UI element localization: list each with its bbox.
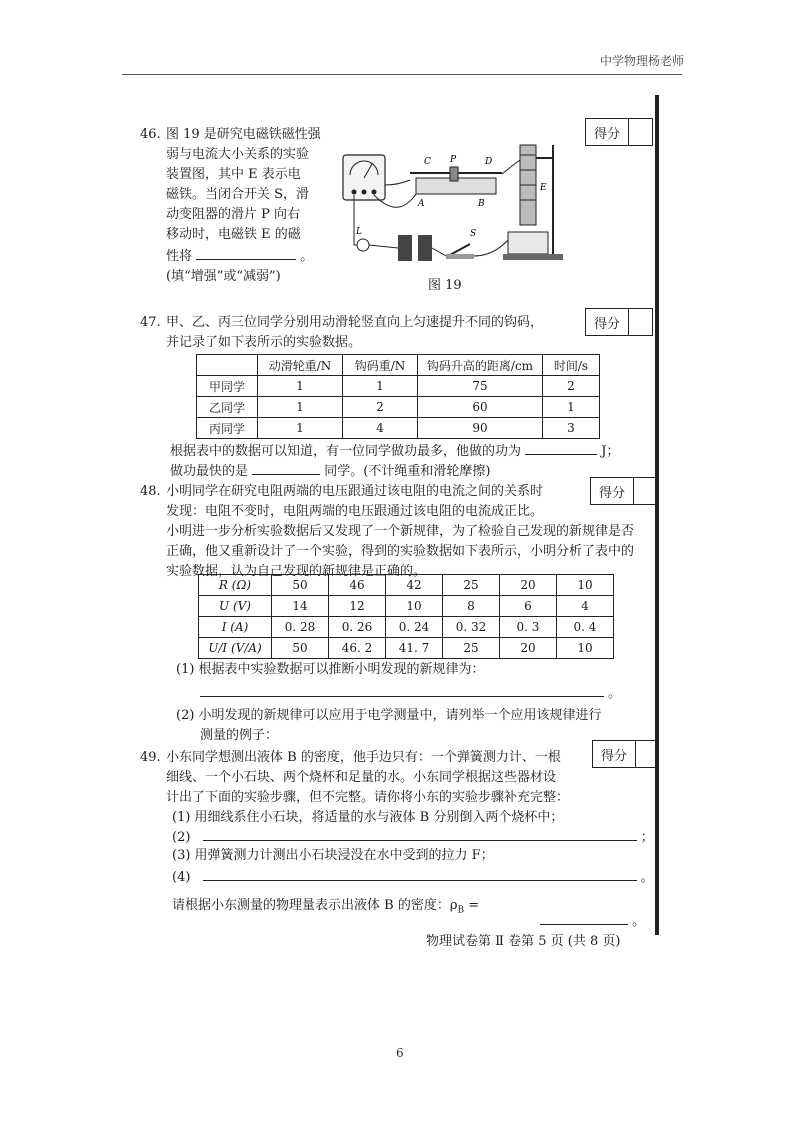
q46-line: 动变阻器的滑片 P 向右	[166, 207, 301, 222]
header-title: 中学物理杨老师	[600, 54, 685, 68]
table-cell: 14	[272, 596, 329, 617]
switch-lever	[450, 244, 470, 255]
table-cell: 12	[329, 596, 386, 617]
q49-step4-label: (4)	[172, 870, 191, 885]
table-cell: 41. 7	[386, 638, 443, 659]
table-cell: 25	[443, 575, 500, 596]
ammeter-terminal	[362, 190, 367, 195]
table-header: 动滑轮重/N	[258, 355, 343, 376]
battery	[398, 235, 412, 261]
q47-after2-prefix: 做功最快的是	[170, 464, 249, 479]
q48-table	[198, 574, 614, 659]
table-cell: 46	[329, 575, 386, 596]
table-header: 时间/s	[543, 355, 600, 376]
label-s: S	[470, 229, 477, 239]
table-cell: 46. 2	[329, 638, 386, 659]
q47-work-blank[interactable]	[525, 440, 597, 455]
q47-number: 47.	[140, 315, 161, 330]
table-row	[197, 397, 600, 418]
q47-question-1	[170, 440, 620, 462]
table-cell: 10	[386, 596, 443, 617]
q49-step4-end: 。	[640, 870, 654, 885]
table-cell: 1	[343, 376, 418, 397]
q48-sub2-line1: (2) 小明发现的新规律可以应用于电学测量中，请列举一个应用该规律进行	[176, 708, 602, 723]
table-cell: 1	[258, 397, 343, 418]
table-cell: U (V)	[199, 596, 272, 617]
q48-number: 48.	[140, 484, 161, 499]
q46-text	[166, 125, 321, 287]
q48-line: 小明同学在研究电阻两端的电压跟通过该电阻的电流之间的关系时	[166, 484, 544, 499]
q46-line: 磁铁。当闭合开关 S，滑	[166, 187, 310, 202]
table-cell: 10	[557, 638, 614, 659]
q48-line: 正确，他又重新设计了一个实验，得到的实验数据如下表所示，小明分析了表中的	[166, 544, 635, 559]
q47-question-2	[170, 460, 490, 482]
table-cell: 75	[418, 376, 543, 397]
table-cell: 2	[343, 397, 418, 418]
figure-19-apparatus	[338, 140, 568, 275]
q47-score-box	[585, 308, 653, 336]
q48-sub1-answer	[200, 682, 621, 704]
table-cell: 8	[443, 596, 500, 617]
q48-end-mark: 。	[608, 686, 622, 701]
q49-final-text: 请根据小东测量的物理量表示出液体 B 的密度：ρ	[172, 898, 458, 913]
q48-rule-blank[interactable]	[200, 682, 604, 697]
table-cell: 0. 26	[329, 617, 386, 638]
score-label: 得分	[586, 309, 629, 335]
q48-line: 发现：电阻不变时，电阻两端的电压跟通过该电阻的电流成正比。	[166, 504, 544, 519]
table-cell: 50	[272, 638, 329, 659]
table-row	[199, 617, 614, 638]
table-row	[197, 418, 600, 439]
scan-edge-bar	[655, 95, 659, 935]
score-label: 得分	[591, 478, 634, 504]
table-cell: 乙同学	[197, 397, 258, 418]
q47-line1: 甲、乙、丙三位同学分别用动滑轮竖直向上匀速提升不同的钩码，	[166, 315, 544, 330]
exam-footer: 物理试卷第 Ⅱ 卷第 5 页 (共 8 页)	[426, 934, 621, 949]
q47-after1-suffix: J；	[601, 444, 620, 459]
table-cell: 20	[500, 575, 557, 596]
q48-score-box	[590, 477, 656, 505]
table-header: 钩码重/N	[343, 355, 418, 376]
q49-line: 小东同学想测出液体 B 的密度，他手边只有：一个弹簧测力计、一根	[166, 750, 561, 765]
table-cell: 0. 28	[272, 617, 329, 638]
label-a: A	[418, 199, 425, 209]
q49-step2	[172, 826, 654, 848]
table-cell: 3	[543, 418, 600, 439]
q47-line2: 并记录了如下表所示的实验数据。	[166, 335, 362, 350]
table-cell: 丙同学	[197, 418, 258, 439]
q47-after1-prefix: 根据表中的数据可以知道，有一位同学做功最多，他做的功为	[170, 444, 522, 459]
ammeter-terminal	[352, 190, 357, 195]
table-cell: 50	[272, 575, 329, 596]
table-cell: U/I (V/A)	[199, 638, 272, 659]
table-cell: 4	[343, 418, 418, 439]
q49-line: 计出了下面的实验步骤，但不完整。请你将小东的实验步骤补充完整：	[166, 790, 570, 805]
q46-answer-line	[166, 245, 321, 267]
header-divider	[122, 74, 682, 75]
q46-line: 图 19 是研究电磁铁磁性强	[166, 127, 321, 142]
table-cell: 4	[557, 596, 614, 617]
table-row	[199, 638, 614, 659]
q49-line: (1) 用细线系住小石块，将适量的水与液体 B 分别倒入两个烧杯中；	[172, 810, 564, 825]
label-b: B	[478, 199, 485, 209]
q49-number: 49.	[140, 750, 161, 765]
q48-sub2-line2: 测量的例子：	[200, 728, 279, 743]
q49-step2-end: ；	[640, 830, 654, 845]
q47-after2-suffix: 同学。(不计绳重和滑轮摩擦)	[324, 464, 491, 479]
label-l: L	[356, 227, 362, 237]
stand-base	[503, 254, 563, 260]
q48-line: 实验数据，认为自己发现的新规律是正确的。	[166, 564, 427, 579]
label-d: D	[485, 157, 493, 167]
q49-final-answer	[540, 910, 645, 932]
q47-fastest-blank[interactable]	[252, 460, 320, 475]
table-row	[199, 575, 614, 596]
q46-line: 装置图，其中 E 表示电	[166, 167, 301, 182]
table-cell: 1	[543, 397, 600, 418]
table-cell: 25	[443, 638, 500, 659]
q46-line: 弱与电流大小关系的实验	[166, 147, 310, 162]
table-cell: 90	[418, 418, 543, 439]
table-cell: 0. 4	[557, 617, 614, 638]
q49-step2-label: (2)	[172, 830, 191, 845]
page-number: 6	[396, 1046, 404, 1060]
table-cell: 1	[258, 418, 343, 439]
q48-line: 小明进一步分析实验数据后又发现了一个新规律，为了检验自己发现的新规律是否	[166, 524, 635, 539]
q46-line: 移动时，电磁铁 E 的磁	[166, 227, 301, 242]
score-blank[interactable]	[634, 478, 655, 504]
q49-final	[172, 896, 479, 921]
table-cell: 6	[500, 596, 557, 617]
q49-line: 细线、一个小石块、两个烧杯和足量的水。小东同学根据这些器材设	[166, 770, 557, 785]
label-c: C	[424, 157, 431, 167]
pin-box	[508, 232, 548, 254]
q49-final-end: 。	[632, 914, 646, 929]
score-label: 得分	[586, 119, 629, 145]
q46-number: 46.	[140, 127, 161, 142]
q46-line7-suffix: 。	[300, 249, 314, 264]
q46-hint: (填“增强”或“减弱”)	[166, 269, 281, 284]
q49-density-blank[interactable]	[540, 910, 628, 925]
q48-sub1: (1) 根据表中实验数据可以推断小明发现的新规律为：	[176, 662, 485, 677]
table-cell: I (A)	[199, 617, 272, 638]
table-cell: 甲同学	[197, 376, 258, 397]
q49-step3: (3) 用弹簧测力计测出小石块浸没在水中受到的拉力 F；	[172, 848, 494, 863]
q49-step4	[172, 866, 654, 888]
battery	[418, 235, 432, 261]
table-cell: 42	[386, 575, 443, 596]
table-cell: 0. 3	[500, 617, 557, 638]
ammeter-terminal	[372, 190, 377, 195]
table-cell: 1	[258, 376, 343, 397]
q46-answer-blank[interactable]	[196, 245, 296, 260]
figure-19-caption: 图 19	[428, 278, 462, 293]
table-cell: 2	[543, 376, 600, 397]
label-e: E	[540, 183, 547, 193]
table-row	[197, 376, 600, 397]
table-cell: 0. 32	[443, 617, 500, 638]
q49-score-box	[592, 740, 658, 768]
score-blank[interactable]	[636, 741, 657, 767]
q49-final-eq: =	[468, 898, 480, 913]
table-cell: 10	[557, 575, 614, 596]
q49-step2-blank[interactable]	[203, 826, 637, 841]
table-cell: R (Ω)	[199, 575, 272, 596]
switch-base	[446, 254, 474, 259]
table-cell: 20	[500, 638, 557, 659]
rheostat-slider	[450, 167, 458, 181]
label-p: P	[450, 155, 457, 165]
table-header: 钩码升高的距离/cm	[418, 355, 543, 376]
q49-step4-blank[interactable]	[203, 866, 637, 881]
table-header	[197, 355, 258, 376]
table-row	[199, 596, 614, 617]
q49-final-sub: B	[457, 905, 465, 916]
table-header-row	[197, 355, 600, 376]
q46-score-box	[585, 118, 653, 146]
score-label: 得分	[593, 741, 636, 767]
score-blank[interactable]	[629, 119, 652, 145]
lamp	[357, 239, 369, 251]
table-cell: 0. 24	[386, 617, 443, 638]
q47-table	[196, 354, 600, 439]
score-blank[interactable]	[629, 309, 652, 335]
q46-line7-prefix: 性将	[166, 249, 193, 264]
table-cell: 60	[418, 397, 543, 418]
